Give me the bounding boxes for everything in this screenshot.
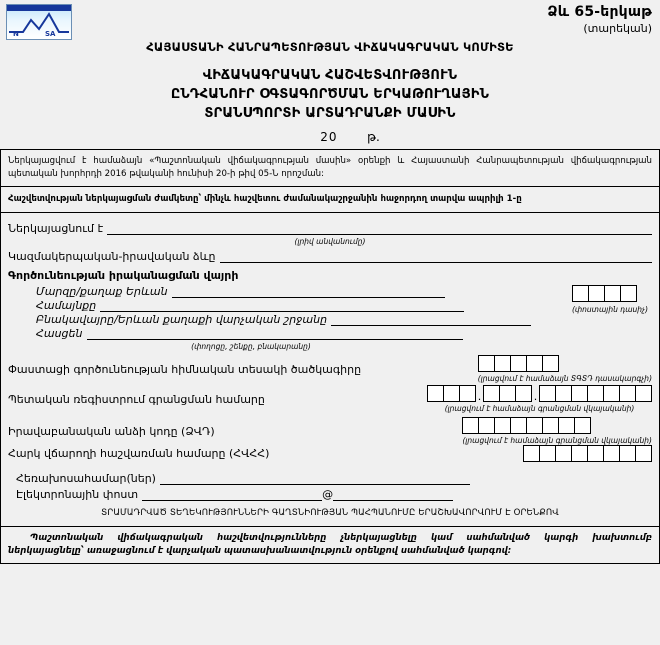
- email-row: [8, 488, 652, 501]
- code-box[interactable]: [587, 385, 604, 402]
- legal-form-label: Կազմակերպական-իրավական ձևը: [8, 250, 216, 263]
- taxpayer-number-label: Հարկ վճարողի հաշվառման համարը (ՀՎՀՀ): [8, 447, 270, 460]
- activity-place-header: Գործունեության իրականացման վայրի: [8, 269, 239, 282]
- title-block: [0, 36, 660, 123]
- code-box[interactable]: [619, 445, 636, 462]
- address-block: [8, 285, 652, 351]
- code-box[interactable]: [603, 445, 620, 462]
- year-suffix: թ.: [367, 130, 380, 144]
- reporting-year-row: [0, 123, 660, 149]
- form-frame: [0, 149, 660, 564]
- code-box[interactable]: [526, 417, 543, 434]
- region-label: Մարզը/քաղաք Երևան: [36, 285, 168, 298]
- legal-entity-code-label: Իրավաբանական անձի կոդը (ՁՎԴ): [8, 424, 215, 438]
- logo-letter-sa: SA: [45, 30, 56, 38]
- settlement-label: Բնակավայրը/Երևան քաղաքի վարչական շրջանը: [36, 313, 328, 326]
- code-box[interactable]: [571, 445, 588, 462]
- activity-code-label: Փաստացի գործունեության հիմնական տեսակի ծածկագիրը: [8, 362, 362, 376]
- code-box[interactable]: [555, 445, 572, 462]
- email-at-symbol: @: [322, 488, 334, 501]
- postal-code-block: [572, 285, 648, 314]
- postal-code-boxes[interactable]: [572, 285, 648, 302]
- taxpayer-number-right: [523, 445, 652, 462]
- code-box[interactable]: [572, 285, 589, 302]
- settlement-input[interactable]: [331, 313, 531, 326]
- legal-entity-code-row: [8, 417, 652, 445]
- community-label: Համայնքը: [36, 299, 97, 312]
- document-title-line-2: ԸՆԴՀԱՆՈՒՐ ՕԳՏԱԳՈՐԾՄԱՆ ԵՐԿԱԹՈՒՂԱՅԻՆ: [170, 87, 490, 102]
- legal-form-row: [8, 250, 652, 263]
- phone-input[interactable]: [160, 472, 470, 485]
- code-box[interactable]: [619, 385, 636, 402]
- contact-block: [8, 472, 652, 501]
- address-row: [36, 327, 652, 340]
- code-box[interactable]: [588, 285, 605, 302]
- deadline-note: Հաշվետվության ներկայացման ժամկետը՝ մինչև հաշվետու ժամանակաշրջանին հաջորդող տարվա ապրիլի 1-ը: [1, 187, 659, 213]
- code-box[interactable]: [510, 417, 527, 434]
- code-box[interactable]: [574, 417, 591, 434]
- activity-code-right: [478, 355, 652, 383]
- registration-number-right: [427, 385, 652, 413]
- code-box[interactable]: [462, 417, 479, 434]
- code-box-group[interactable]: [539, 385, 652, 402]
- taxpayer-number-row: [8, 445, 652, 462]
- form-body: [1, 213, 659, 527]
- code-box[interactable]: [620, 285, 637, 302]
- code-box[interactable]: [539, 445, 556, 462]
- phone-label: Հեռախոսահամար(ներ): [16, 472, 156, 485]
- code-box[interactable]: [478, 417, 495, 434]
- code-box[interactable]: [526, 355, 543, 372]
- legal-basis-note: Ներկայացվում է համաձայն «Պաշտոնական վիճակագրության մասին» օրենքի և Հայաստանի Հանրապետության վիճակագրության պետական խորհրդի 2016 թվականի հունիսի 20-ի թիվ 05-Ն որոշման:: [1, 150, 659, 187]
- address-input[interactable]: [87, 327, 463, 340]
- code-box[interactable]: [542, 355, 559, 372]
- code-group-separator: .: [477, 390, 482, 403]
- code-box-group[interactable]: [427, 385, 476, 402]
- code-box[interactable]: [483, 385, 500, 402]
- email-label: Էլեկտրոնային փոստ: [16, 488, 139, 501]
- region-input[interactable]: [172, 285, 445, 298]
- registration-number-caption: (լրացվում է համաձայն գրանցման վկայականի): [444, 404, 635, 413]
- legal-entity-code-caption: (լրացվում է համաձայն գրանցման վկայականի): [462, 436, 652, 445]
- registration-number-label: Պետական ռեգիստրում գրանցման համարը: [8, 392, 265, 406]
- activity-code-boxes[interactable]: [478, 355, 652, 372]
- code-box[interactable]: [494, 417, 511, 434]
- phone-row: [8, 472, 652, 485]
- code-box[interactable]: [555, 385, 572, 402]
- submitted-by-row: [8, 222, 652, 235]
- submitted-by-label: Ներկայացնում է: [8, 222, 104, 235]
- year-prefix: 20: [320, 130, 338, 144]
- address-label: Հասցեն: [36, 327, 83, 340]
- penalty-note-text: Պաշտոնական վիճակագրական հաշվետվությունները չներկայացնելը կամ սահմանված կարգի խախտումբ ներկայացնելը՝ առաջացնում է վարչական պատասխանատվություն օրենքով սահմանված կարգով:: [8, 533, 652, 556]
- code-box[interactable]: [427, 385, 444, 402]
- community-row: [36, 299, 652, 312]
- code-box-group[interactable]: [483, 385, 532, 402]
- legal-form-input[interactable]: [220, 250, 653, 263]
- confidentiality-notice: ՏՐԱՄԱԴՐՎԱԾ ՏԵՂԵԿՈՒԹՅՈՒՆՆԵՐԻ ԳԱՂՏՆԻՈՒԹՅԱՆ ՊԱՀՊԱՆՈՒՄԸ ԵՐԱՇԽԱՎՈՐՎՈՒՄ Է ՕՐԵՆՔՈՎ: [101, 508, 559, 518]
- code-box[interactable]: [478, 355, 495, 372]
- document-title-line-3: ՏՐԱՆՍՊՈՐՏԻ ԱՐՏԱԴՐԱՆՔԻ ՄԱՍԻՆ: [204, 106, 456, 121]
- submitted-by-caption: (լրիվ անվանումը): [294, 237, 366, 246]
- postal-code-caption: (փոստային դասիչ): [571, 305, 648, 314]
- organization-title: ՀԱՅԱՍՏԱՆԻ ՀԱՆՐԱՊԵՏՈՒԹՅԱՆ ՎԻՃԱԿԱԳՐԱԿԱՆ ԿՈՄԻՏԵ: [146, 40, 514, 54]
- registration-number-row: [8, 385, 652, 413]
- document-title: [0, 54, 660, 123]
- code-box[interactable]: [587, 445, 604, 462]
- form-period: (տարեկան): [583, 22, 652, 35]
- code-box[interactable]: [499, 385, 516, 402]
- code-box[interactable]: [603, 385, 620, 402]
- activity-code-caption: (լրացվում է համաձայն ՏԳՏԴ դասակարգչի): [477, 374, 652, 383]
- code-box[interactable]: [515, 385, 532, 402]
- code-box[interactable]: [542, 417, 559, 434]
- form-code: Ձև 65-երկաթ: [547, 4, 652, 20]
- code-box[interactable]: [510, 355, 527, 372]
- code-group-separator: .: [533, 390, 538, 403]
- code-box[interactable]: [523, 445, 540, 462]
- page-header: [0, 0, 660, 36]
- community-input[interactable]: [100, 299, 464, 312]
- legal-entity-code-boxes[interactable]: [462, 417, 652, 434]
- code-box[interactable]: [558, 417, 575, 434]
- legal-entity-code-right: [462, 417, 652, 445]
- email-user-input[interactable]: [142, 488, 322, 501]
- taxpayer-number-boxes[interactable]: [523, 445, 652, 462]
- code-box[interactable]: [459, 385, 476, 402]
- code-box[interactable]: [635, 445, 652, 462]
- document-title-line-1: ՎԻՃԱԿԱԳՐԱԿԱՆ ՀԱՇՎԵՏՎՈՒԹՅՈՒՆ: [202, 68, 458, 83]
- code-box[interactable]: [494, 355, 511, 372]
- code-box[interactable]: [571, 385, 588, 402]
- region-row: [36, 285, 652, 298]
- code-box[interactable]: [539, 385, 556, 402]
- submitted-by-input[interactable]: [107, 222, 652, 235]
- logo-letter-n: N: [13, 30, 19, 38]
- address-caption: (փողոցը, շենքը, բնակարանը): [191, 342, 311, 351]
- nsa-logo: [6, 4, 72, 40]
- penalty-note: [1, 527, 659, 564]
- code-box[interactable]: [443, 385, 460, 402]
- activity-code-row: [8, 355, 652, 383]
- email-domain-input[interactable]: [333, 488, 453, 501]
- settlement-row: [36, 313, 652, 326]
- form-code-block: [547, 4, 652, 35]
- code-box[interactable]: [604, 285, 621, 302]
- registration-number-boxes[interactable]: [427, 385, 652, 402]
- code-box[interactable]: [635, 385, 652, 402]
